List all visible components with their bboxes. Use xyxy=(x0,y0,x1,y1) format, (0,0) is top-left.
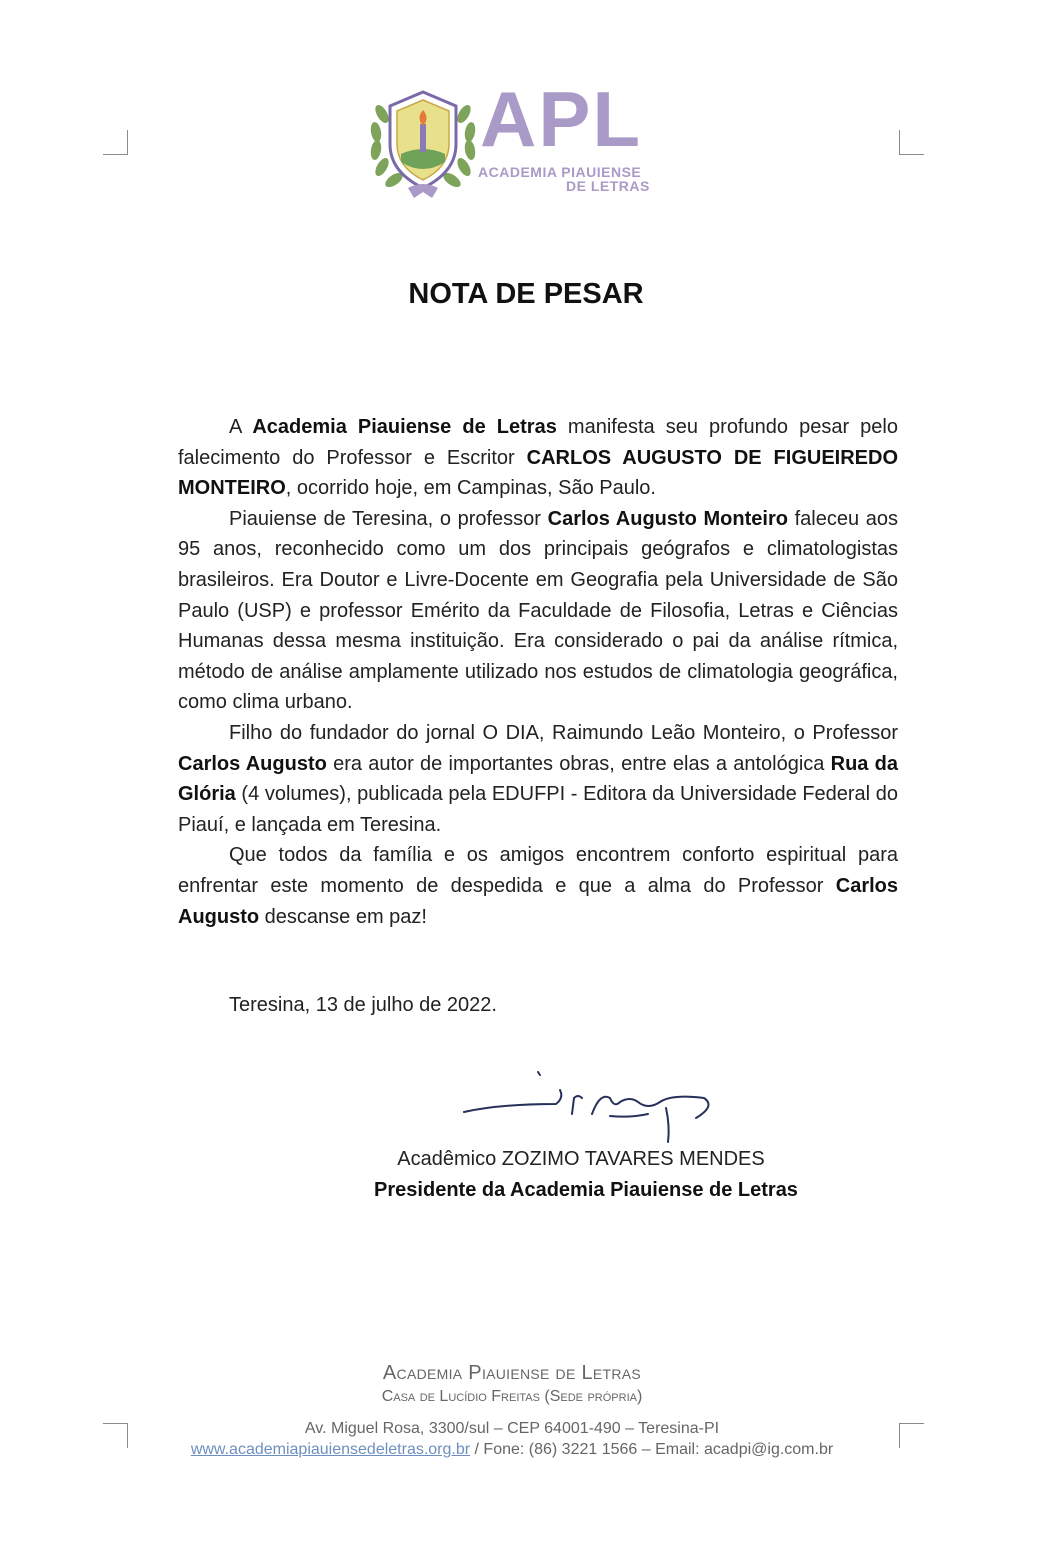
signer-title: Presidente da Academia Piauiense de Letras xyxy=(374,1179,798,1201)
letterhead-name-line2: DE LETRAS xyxy=(566,178,650,194)
p1-bold-deceased-name: CARLOS AUGUSTO DE FIGUEIREDO MONTEIRO xyxy=(178,446,899,500)
letterhead-name-line1: ACADEMIA PIAUIENSE xyxy=(478,164,642,180)
footer-address: Av. Miguel Rosa, 3300/sul – CEP 64001-490 – Teresina-PI xyxy=(304,1420,720,1437)
p1-text-a: A xyxy=(229,416,253,438)
p3-bold-book-title: Rua da Glória xyxy=(178,752,899,806)
footer-institution-name: Academia Piauiense de Letras xyxy=(382,1362,642,1384)
crop-mark-top-left xyxy=(103,130,128,155)
letter-date: Teresina, 13 de julho de 2022. xyxy=(229,994,497,1016)
signer-name: Acadêmico ZOZIMO TAVARES MENDES xyxy=(397,1148,765,1170)
handwritten-signature-icon xyxy=(460,1068,720,1148)
p2-text-a: Piauiense de Teresina, o professor xyxy=(229,507,548,530)
letterhead-logo xyxy=(368,75,668,204)
footer-contact-line xyxy=(0,1441,1024,1459)
p2-bold-name: Carlos Augusto Monteiro xyxy=(547,507,788,530)
p1-text-d: , ocorrido hoje, em Campinas, São Paulo. xyxy=(285,477,656,500)
letterhead-abbreviation: APL xyxy=(480,75,642,163)
p4-bold-name: Carlos Augusto xyxy=(178,874,898,928)
letter-body xyxy=(178,412,898,932)
crop-mark-top-right xyxy=(899,130,924,155)
p1-text-c: manifesta seu profundo pesar pelo falecimento do Professor e Escritor xyxy=(178,416,898,469)
footer-contact: / Fone: (86) 3221 1566 – Email: acadpi@ig.com.br xyxy=(470,1441,834,1458)
paragraph-2 xyxy=(178,504,898,718)
document-title: NOTA DE PESAR xyxy=(408,278,644,310)
p2-text-c: faleceu aos 95 anos, reconhecido como um dos principais geógrafos e climatologistas brasileiros. Era Doutor e Livre-Docente em Geografia pela Universidade de São Paulo (USP) e professor Emérito da Faculdade de Filosofia, Letras e Ciências Humanas dessa mesma instituição. Era considerado o pai da análise rítmica, método de análise amplamente utilizado nos estudos de climatologia geográfica, como clima urbano. xyxy=(178,507,899,714)
p1-bold-academy: Academia Piauiense de Letras xyxy=(252,416,557,438)
p4-text-c: descanse em paz! xyxy=(259,905,427,928)
p4-text-a: Que todos da família e os amigos encontrem conforto espiritual para enfrentar este momento de despedida e que a alma do Professor xyxy=(178,844,898,897)
paragraph-3 xyxy=(178,718,898,840)
paragraph-1 xyxy=(178,412,898,504)
p3-text-d: (4 volumes), publicada pela EDUFPI - Editora da Universidade Federal do Piauí, e lançada em Teresina. xyxy=(178,783,898,836)
p3-text-a: Filho do fundador do jornal O DIA, Raimundo Leão Monteiro, o Professor xyxy=(229,721,898,744)
footer-institution-house: Casa de Lucídio Freitas (Sede própria) xyxy=(381,1388,643,1405)
website-link[interactable]: www.academiapiauiensedeletras.org.br xyxy=(190,1441,471,1458)
p3-bold-name: Carlos Augusto xyxy=(178,752,327,775)
p3-text-c: era autor de importantes obras, entre elas a antológica xyxy=(326,752,831,775)
paragraph-4 xyxy=(178,840,898,932)
academy-seal-icon xyxy=(368,84,478,202)
